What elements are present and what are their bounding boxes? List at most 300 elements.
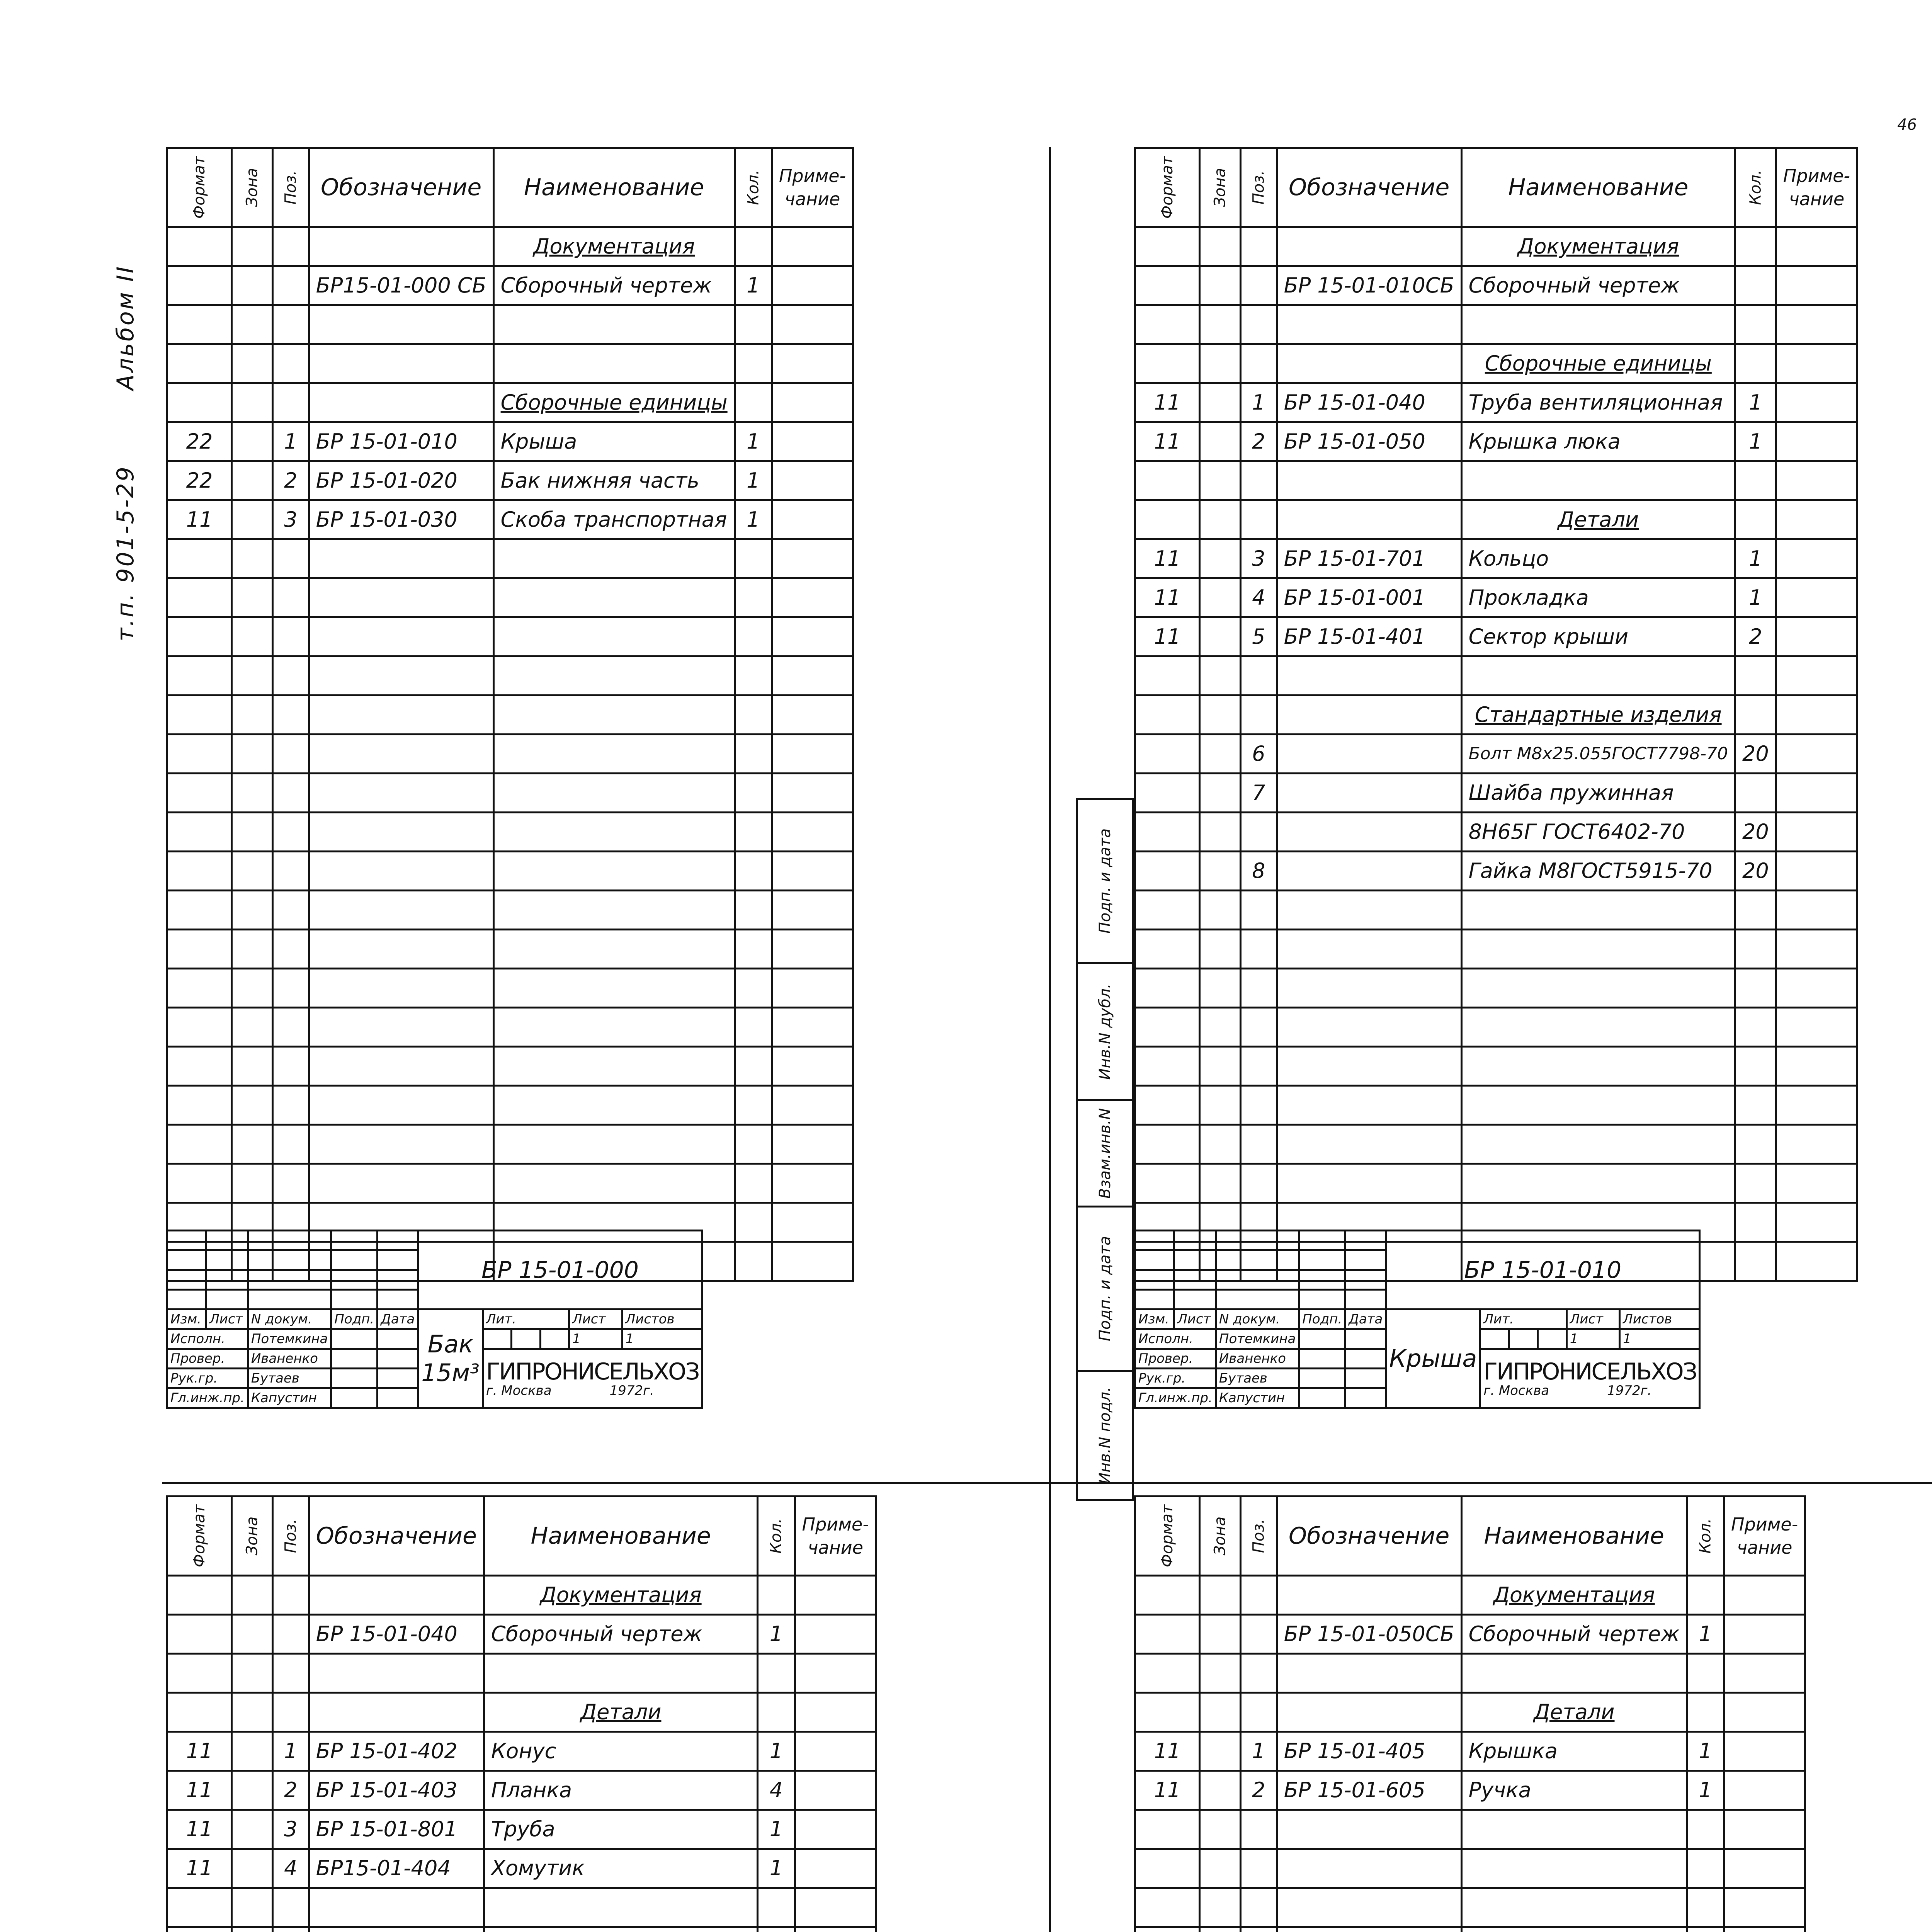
lit-cell [483,1329,511,1349]
table-row [167,696,853,735]
cell-pos [273,774,309,813]
cell-qty: 20 [1735,852,1776,891]
cell-qty [1735,930,1776,969]
header-format [1135,148,1200,227]
cell-zone [232,539,273,578]
header-row [1135,148,1857,227]
lit-cell [512,1329,540,1349]
city: г. Москва [1483,1383,1549,1398]
cell-zone [232,1086,273,1125]
cell-note [1776,1047,1857,1086]
cell-pos: 7 [1241,774,1277,813]
person-name: Бутаев [248,1369,331,1388]
label-lit: Лит. [483,1310,569,1329]
cell-pos [273,1615,309,1654]
table-row [1135,1047,1857,1086]
cell-name [484,1927,757,1932]
cell-format: 11 [1135,578,1200,617]
cell-name [493,656,735,696]
stamp-cell [1345,1250,1386,1270]
stamp-cell [1345,1290,1386,1310]
cell-note [795,1888,876,1927]
cell-pos [273,813,309,852]
cell-format: 11 [167,500,232,539]
label-list: Лист [206,1310,248,1329]
cell-designation [1277,1654,1461,1693]
cell-note [1776,969,1857,1008]
header-row [167,1497,876,1576]
stamp-cell [378,1270,418,1290]
cell-name: Сборочный чертеж [1461,1615,1687,1654]
cell-note [1724,1849,1805,1888]
label-sheet: Лист [1566,1310,1619,1329]
cell-name: Крышка [1461,1732,1687,1771]
stamp-cell [1299,1270,1345,1290]
header-pos [1241,1497,1277,1576]
date-cell [1345,1349,1386,1369]
cell-note [1776,735,1857,774]
cell-zone [232,969,273,1008]
cell-format [1135,969,1200,1008]
cell-note [772,227,853,266]
stamp-cell [1174,1270,1216,1290]
cell-format: 22 [167,422,232,461]
cell-name: Документация [484,1576,757,1615]
cell-designation [1277,1086,1461,1125]
cell-qty: 1 [758,1849,795,1888]
cell-note [772,1125,853,1164]
label-date: Дата [1345,1310,1386,1329]
cell-designation: БР 15-01-040 [309,1615,484,1654]
cell-pos [1241,1576,1277,1615]
label-lit: Лит. [1480,1310,1566,1329]
table-row [167,383,853,422]
cell-format [167,617,232,656]
cell-format: 11 [167,1810,232,1849]
stamp-cell [206,1250,248,1270]
signature-cell [331,1329,378,1349]
table-row [1135,383,1857,422]
label-sheet: Лист [569,1310,622,1329]
stamp-cell [1135,1250,1174,1270]
table-row [167,891,853,930]
header-qty-label: Кол. [767,1518,785,1554]
cell-pos [273,930,309,969]
cell-format [167,1615,232,1654]
header-zone [1200,148,1241,227]
cell-qty [1735,774,1776,813]
cell-qty: 1 [758,1810,795,1849]
stamp-cell [331,1231,378,1250]
cell-qty [735,344,772,383]
stamp-cell [1345,1270,1386,1290]
cell-qty [735,891,772,930]
header-format [1135,1497,1200,1576]
table-row [1135,461,1857,500]
stamp-cell [248,1290,331,1310]
table-row [167,735,853,774]
table-row [167,1047,853,1086]
cell-note [772,696,853,735]
cell-zone [232,266,273,305]
table-row [1135,1086,1857,1125]
table-row [167,461,853,500]
cell-qty [735,852,772,891]
signature-cell [331,1349,378,1369]
cell-designation [1277,1008,1461,1047]
table-row [1135,813,1857,852]
cell-qty [1735,696,1776,735]
cell-note [1776,656,1857,696]
stamp-cell [1135,1231,1174,1250]
cell-note [1724,1927,1805,1932]
signature-cell [1299,1388,1345,1408]
stamp-cell [248,1270,331,1290]
cell-name: Хомутик [484,1849,757,1888]
cell-name: Сборочный чертеж [1461,266,1735,305]
cell-pos [273,969,309,1008]
header-name: Наименование [1461,148,1735,227]
cell-name [1461,891,1735,930]
cell-pos [273,891,309,930]
table-row [1135,617,1857,656]
cell-designation [309,930,493,969]
cell-note [795,1732,876,1771]
date-cell [378,1388,418,1408]
cell-qty: 1 [735,500,772,539]
cell-name: Кольцо [1461,539,1735,578]
organization [1480,1349,1700,1408]
cell-pos: 1 [273,422,309,461]
cell-format: 11 [1135,383,1200,422]
table-row [167,774,853,813]
label-izm: Изм. [1135,1310,1174,1329]
cell-designation: БР 15-01-801 [309,1810,484,1849]
cell-name [493,852,735,891]
cell-qty [1735,461,1776,500]
cell-note [1724,1576,1805,1615]
cell-name: Планка [484,1771,757,1810]
cell-zone [1200,1693,1241,1732]
cell-name [493,1125,735,1164]
stamp-cell [1299,1231,1345,1250]
cell-designation [309,1164,493,1203]
cell-name: Детали [1461,1693,1687,1732]
cell-pos [1241,344,1277,383]
label-list: Лист [1174,1310,1216,1329]
cell-note [1776,1086,1857,1125]
cell-name [1461,1125,1735,1164]
cell-designation: БР 15-01-701 [1277,539,1461,578]
cell-pos [1241,891,1277,930]
table-row [167,227,853,266]
cell-pos [1241,1615,1277,1654]
person-name: Иваненко [1216,1349,1299,1369]
cell-qty [735,1047,772,1086]
cell-zone [232,305,273,344]
table-row [167,1615,876,1654]
cell-zone [232,1615,273,1654]
cell-qty [1735,266,1776,305]
cell-zone [232,617,273,656]
cell-qty [1687,1810,1724,1849]
table-row [167,1008,853,1047]
cell-note [1776,1125,1857,1164]
cell-zone [1200,500,1241,539]
cell-note [772,422,853,461]
cell-designation [1277,1693,1461,1732]
cell-zone [232,1927,273,1932]
cell-pos: 1 [273,1732,309,1771]
cell-name [1461,1927,1687,1932]
cell-name: Труба вентиляционная [1461,383,1735,422]
table-row [1135,539,1857,578]
cell-pos [273,852,309,891]
cell-qty [1687,1927,1724,1932]
cell-pos [273,1008,309,1047]
role-label: Гл.инж.пр. [1135,1388,1216,1408]
signature-cell [1299,1369,1345,1388]
label-izm: Изм. [167,1310,206,1329]
cell-name: Шайба пружинная [1461,774,1735,813]
cell-note [1724,1810,1805,1849]
cell-note [1776,891,1857,930]
cell-format [1135,1164,1200,1203]
cell-note [1724,1888,1805,1927]
header-format-label: Формат [1158,1504,1177,1568]
header-qty [758,1497,795,1576]
cell-name [1461,1086,1735,1125]
cell-designation [309,1888,484,1927]
table-row [167,852,853,891]
header-note: Приме-чание [795,1497,876,1576]
cell-note [1776,1008,1857,1047]
cell-name: Скоба транспортная [493,500,735,539]
cell-pos [273,539,309,578]
cell-name [493,891,735,930]
cell-zone [232,461,273,500]
stamp-cell [331,1290,378,1310]
cell-format [1135,1615,1200,1654]
cell-qty [735,578,772,617]
cell-zone [232,1849,273,1888]
cell-zone [1200,891,1241,930]
cell-pos [273,578,309,617]
cell-qty [735,930,772,969]
cell-pos: 3 [273,500,309,539]
cell-designation [309,617,493,656]
cell-qty [735,1164,772,1203]
cell-pos [273,735,309,774]
cell-zone [1200,1927,1241,1932]
cell-name [1461,1008,1735,1047]
cell-format: 11 [167,1771,232,1810]
cell-qty: 4 [758,1771,795,1810]
cell-pos [273,1576,309,1615]
cell-pos: 2 [273,461,309,500]
cell-qty: 1 [1735,578,1776,617]
cell-designation: БР 15-01-050СБ [1277,1615,1461,1654]
cell-designation: БР 15-01-040 [1277,383,1461,422]
cell-zone [232,422,273,461]
cell-pos [1241,1693,1277,1732]
header-note: Приме-чание [1776,148,1857,227]
cell-qty: 1 [735,266,772,305]
cell-qty [1687,1888,1724,1927]
cell-zone [1200,1047,1241,1086]
cell-name [1461,1047,1735,1086]
header-qty-label: Кол. [744,170,762,205]
header-pos-label: Поз. [282,1519,300,1553]
cell-format [167,813,232,852]
cell-note [1776,422,1857,461]
cell-designation [309,1693,484,1732]
cell-note [772,852,853,891]
table-row [1135,656,1857,696]
header-qty [1687,1497,1724,1576]
cell-name: Болт М8х25.055ГОСТ7798-70 [1461,735,1735,774]
cell-zone [1200,1732,1241,1771]
cell-note [1724,1615,1805,1654]
table-row [167,1732,876,1771]
cell-note [1776,500,1857,539]
header-zone-label: Зона [1211,1516,1229,1556]
cell-qty [735,1125,772,1164]
cell-designation [1277,969,1461,1008]
cell-designation [1277,852,1461,891]
stamp-cell [167,1250,206,1270]
cell-format: 11 [1135,422,1200,461]
cell-qty: 1 [1687,1732,1724,1771]
cell-designation [309,578,493,617]
table-row [1135,227,1857,266]
cell-pos [273,1693,309,1732]
cell-name [1461,305,1735,344]
header-name: Наименование [484,1497,757,1576]
cell-qty [735,1203,772,1242]
cell-zone [1200,1849,1241,1888]
header-designation: Обозначение [1277,148,1461,227]
cell-qty [735,969,772,1008]
margin-label: Взам.инв.N [1096,1108,1114,1199]
cell-format [1135,735,1200,774]
cell-qty: 1 [735,422,772,461]
cell-qty [1735,969,1776,1008]
cell-designation [309,735,493,774]
cell-name: Крышка люка [1461,422,1735,461]
cell-qty [1735,1203,1776,1242]
cell-note [1776,617,1857,656]
table-row [1135,1654,1805,1693]
cell-format [1135,1888,1200,1927]
table-row [167,1125,853,1164]
label-sign: Подп. [1299,1310,1345,1329]
cell-note [772,344,853,383]
header-zone [1200,1497,1241,1576]
header-name: Наименование [1461,1497,1687,1576]
cell-zone [232,227,273,266]
stamp-cell [378,1231,418,1250]
cell-qty [1735,1164,1776,1203]
cell-note [1776,852,1857,891]
table-row [167,500,853,539]
cell-format [1135,1849,1200,1888]
cell-format [1135,891,1200,930]
cell-note [772,930,853,969]
drawing-title: Бак 15м³ [418,1310,483,1408]
cell-qty [1687,1849,1724,1888]
cell-note [772,617,853,656]
cell-format [1135,656,1200,696]
cell-zone [1200,969,1241,1008]
cell-zone [1200,1810,1241,1849]
header-format [167,148,232,227]
cell-designation [309,1125,493,1164]
cell-pos [273,344,309,383]
cell-zone [1200,1164,1241,1203]
table-row [1135,1849,1805,1888]
cell-designation [1277,227,1461,266]
cell-zone [1200,696,1241,735]
cell-designation: БР 15-01-001 [1277,578,1461,617]
cell-qty [758,1693,795,1732]
cell-name: 8Н65Г ГОСТ6402-70 [1461,813,1735,852]
cell-zone [1200,305,1241,344]
cell-designation [309,813,493,852]
cell-qty: 1 [1735,539,1776,578]
cell-note [772,1047,853,1086]
table-row [167,539,853,578]
lit-cell [1538,1329,1566,1349]
stamp-cell [1174,1231,1216,1250]
cell-format [1135,774,1200,813]
cell-format [167,891,232,930]
cell-format: 11 [167,1849,232,1888]
cell-pos: 1 [1241,1732,1277,1771]
cell-designation: БР 15-01-050 [1277,422,1461,461]
cell-designation [309,696,493,735]
table-row [167,422,853,461]
cell-note [772,461,853,500]
cell-pos: 1 [1241,383,1277,422]
table-row [1135,930,1857,969]
cell-pos [1241,1008,1277,1047]
cell-qty [1687,1654,1724,1693]
cell-format [167,1927,232,1932]
table-row [167,969,853,1008]
table-row [1135,1927,1805,1932]
cell-format [167,344,232,383]
table-row [1135,1615,1805,1654]
header-row [167,148,853,227]
table-row [1135,774,1857,813]
cell-designation [309,227,493,266]
cell-name [493,1086,735,1125]
cell-name: Конус [484,1732,757,1771]
sheets-count: 1 [1620,1329,1700,1349]
cell-pos [273,1047,309,1086]
header-designation: Обозначение [309,148,493,227]
cell-pos [1241,969,1277,1008]
stamp-cell [206,1270,248,1290]
cell-designation [1277,1125,1461,1164]
cell-name: Детали [1461,500,1735,539]
role-label: Гл.инж.пр. [167,1388,248,1408]
cell-name [1461,930,1735,969]
cell-format [167,1125,232,1164]
cell-zone [1200,383,1241,422]
stamp-cell [206,1290,248,1310]
